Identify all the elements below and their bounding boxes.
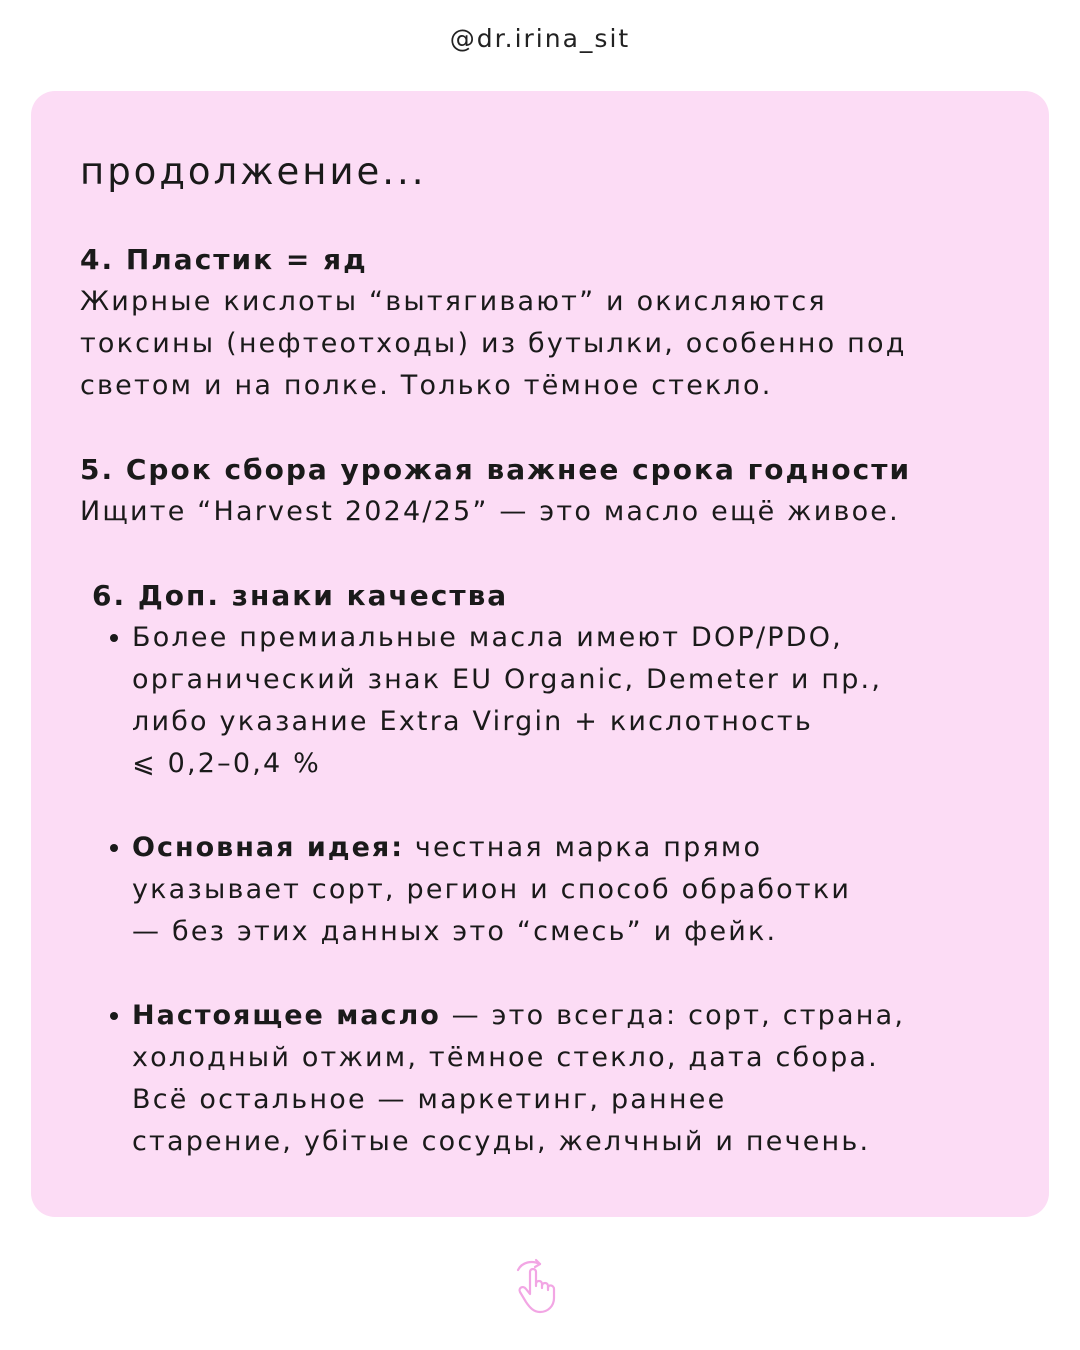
text-line: светом и на полке. Только тёмное стекло. — [80, 370, 773, 401]
bold-lead: Основная идея: — [132, 832, 405, 863]
section-harvest — [80, 449, 1030, 533]
text-line: токсины (нефтеотходы) из бутылки, особенно под — [80, 328, 907, 359]
list-item — [80, 617, 1030, 785]
continuation-heading: продолжение... — [80, 150, 427, 193]
bold-lead: Настоящее масло — [132, 1000, 441, 1031]
swipe-hand-icon — [512, 1258, 568, 1316]
text-line: — это всегда: сорт, страна, — [440, 1000, 906, 1031]
section-plastic-title: 4. Пластик = яд — [80, 243, 368, 276]
text-line: Жирные кислоты “вытягивают” и окисляются — [80, 286, 827, 317]
bullet-dot-icon — [110, 1012, 118, 1020]
text-line: Всё остальное — маркетинг, раннее — [132, 1084, 727, 1115]
text-line: старение, убiтые сосуды, желчный и печень. — [132, 1126, 871, 1157]
section-harvest-text: Ищите “Harvest 2024/25” — это масло ещё живое. — [80, 496, 900, 527]
list-item — [80, 995, 1030, 1163]
section-plastic-text — [80, 281, 1030, 407]
text-line: указывает сорт, регион и способ обработки — [132, 874, 852, 905]
bullet-dot-icon — [110, 844, 118, 852]
list-item — [80, 827, 1030, 953]
author-handle: @dr.irina_sit — [449, 24, 631, 53]
text-line: органический знак EU Organic, Demeter и пр., — [132, 664, 883, 695]
text-line: Более премиальные масла имеют DOP/PDO, — [132, 622, 843, 653]
section-quality-marks — [80, 575, 1030, 1163]
section-plastic — [80, 239, 1030, 407]
text-line: холодный отжим, тёмное стекло, дата сбора. — [132, 1042, 879, 1073]
section-quality-title: 6. Доп. знаки качества — [92, 579, 509, 612]
quality-bullet-list — [80, 617, 1030, 1163]
text-line: ⩽ 0,2–0,4 % — [132, 748, 322, 779]
text-line: — без этих данных это “смесь” и фейк. — [132, 916, 778, 947]
text-line: либо указание Extra Virgin + кислотность — [132, 706, 813, 737]
section-harvest-title: 5. Срок сбора урожая важнее срока годности — [80, 453, 912, 486]
text-line: честная марка прямо — [404, 832, 763, 863]
bullet-dot-icon — [110, 634, 118, 642]
